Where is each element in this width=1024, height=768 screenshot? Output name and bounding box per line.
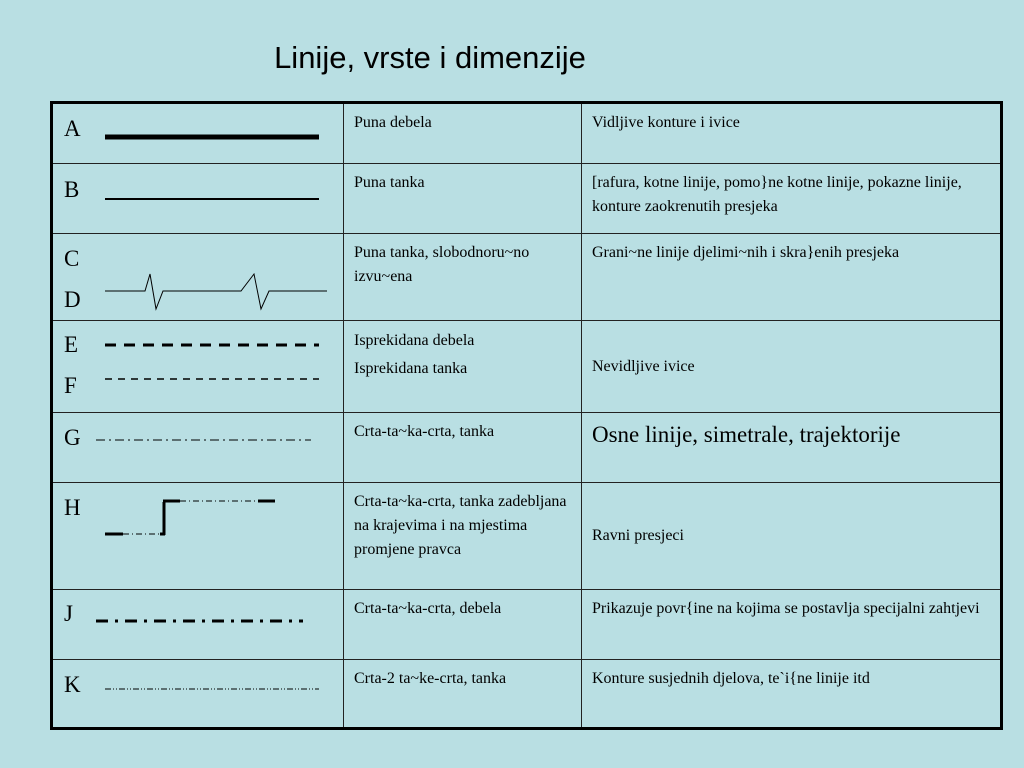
line-use: Prikazuje povr{ine na kojima se postavlja specijalni zahtjevi (592, 600, 980, 617)
title-text: Linije, vrste i dimenzije (274, 40, 586, 75)
line-use-cell (582, 234, 1002, 321)
line-name-cell (344, 103, 582, 164)
page-title (0, 40, 860, 76)
line-use: [rafura, kotne linije, pomo}ne kotne linije, pokazne linije, konture zaokrenutih presjeka (592, 174, 962, 215)
table-row (52, 321, 1002, 413)
line-use: Vidljive konture i ivice (592, 114, 740, 131)
dash-dot-thin-line-sample (53, 413, 343, 482)
symbol-cell (52, 660, 344, 729)
line-use-cell (582, 164, 1002, 234)
row-letter: K (64, 672, 81, 697)
line-name: Crta-2 ta~ke-crta, tanka (354, 670, 507, 687)
row-letter: D (64, 287, 81, 312)
symbol-cell (52, 103, 344, 164)
symbol-cell (52, 164, 344, 234)
row-letter: B (64, 177, 80, 202)
line-use-cell (582, 483, 1002, 590)
line-name-cell (344, 660, 582, 729)
line-name-cell (344, 164, 582, 234)
symbol-cell (52, 321, 344, 413)
table-row (52, 660, 1002, 729)
line-name: Puna debela (354, 114, 432, 131)
line-name: Puna tanka (354, 174, 425, 191)
line-name: Isprekidana tanka (354, 360, 468, 377)
symbol-cell (52, 413, 344, 483)
line-name-cell (344, 590, 582, 660)
line-use-cell (582, 590, 1002, 660)
line-name-cell (344, 234, 582, 321)
line-use-cell (582, 321, 1002, 413)
row-letter: E (64, 332, 79, 357)
section-plane-line-sample (53, 483, 343, 589)
line-name-cell (344, 483, 582, 590)
table-row (52, 234, 1002, 321)
line-name: Crta-ta~ka-crta, tanka zadebljana na krajevima i na mjestima promjene pravca (354, 493, 567, 558)
line-use-cell (582, 103, 1002, 164)
row-letter: F (64, 373, 77, 398)
line-name: Puna tanka, slobodnoru~no izvu~ena (354, 244, 530, 285)
symbol-cell (52, 234, 344, 321)
line-name: Crta-ta~ka-crta, tanka (354, 423, 495, 440)
line-name: Crta-ta~ka-crta, debela (354, 600, 502, 617)
table-row (52, 483, 1002, 590)
line-name-cell (344, 321, 582, 413)
line-use: Nevidljive ivice (592, 357, 695, 375)
table-row (52, 413, 1002, 483)
table-row (52, 164, 1002, 234)
thin-solid-line-sample (53, 164, 343, 233)
symbol-cell (52, 590, 344, 660)
row-letter: J (64, 601, 73, 626)
thick-solid-line-sample (53, 104, 343, 163)
table-row (52, 590, 1002, 660)
dashed-line-samples (53, 321, 343, 412)
line-name: Isprekidana debela (354, 332, 475, 349)
table-row (52, 103, 1002, 164)
line-use: Ravni presjeci (592, 527, 684, 544)
line-use-cell (582, 660, 1002, 729)
line-use-cell (582, 413, 1002, 483)
row-letter: H (64, 495, 81, 520)
line-name-cell (344, 413, 582, 483)
line-use: Grani~ne linije djelimi~nih i skra}enih presjeka (592, 244, 900, 261)
line-use: Osne linije, simetrale, trajektorije (592, 422, 901, 447)
row-letter: G (64, 425, 81, 450)
row-letter: A (64, 116, 81, 141)
row-letter: C (64, 246, 80, 271)
symbol-cell (52, 483, 344, 590)
line-types-table (50, 101, 1003, 730)
freehand-break-line-sample (53, 234, 343, 320)
dash-dot-thick-line-sample (53, 590, 343, 659)
line-use: Konture susjednih djelova, te`i{ne linije itd (592, 670, 870, 687)
dash-double-dot-line-sample (53, 660, 343, 727)
